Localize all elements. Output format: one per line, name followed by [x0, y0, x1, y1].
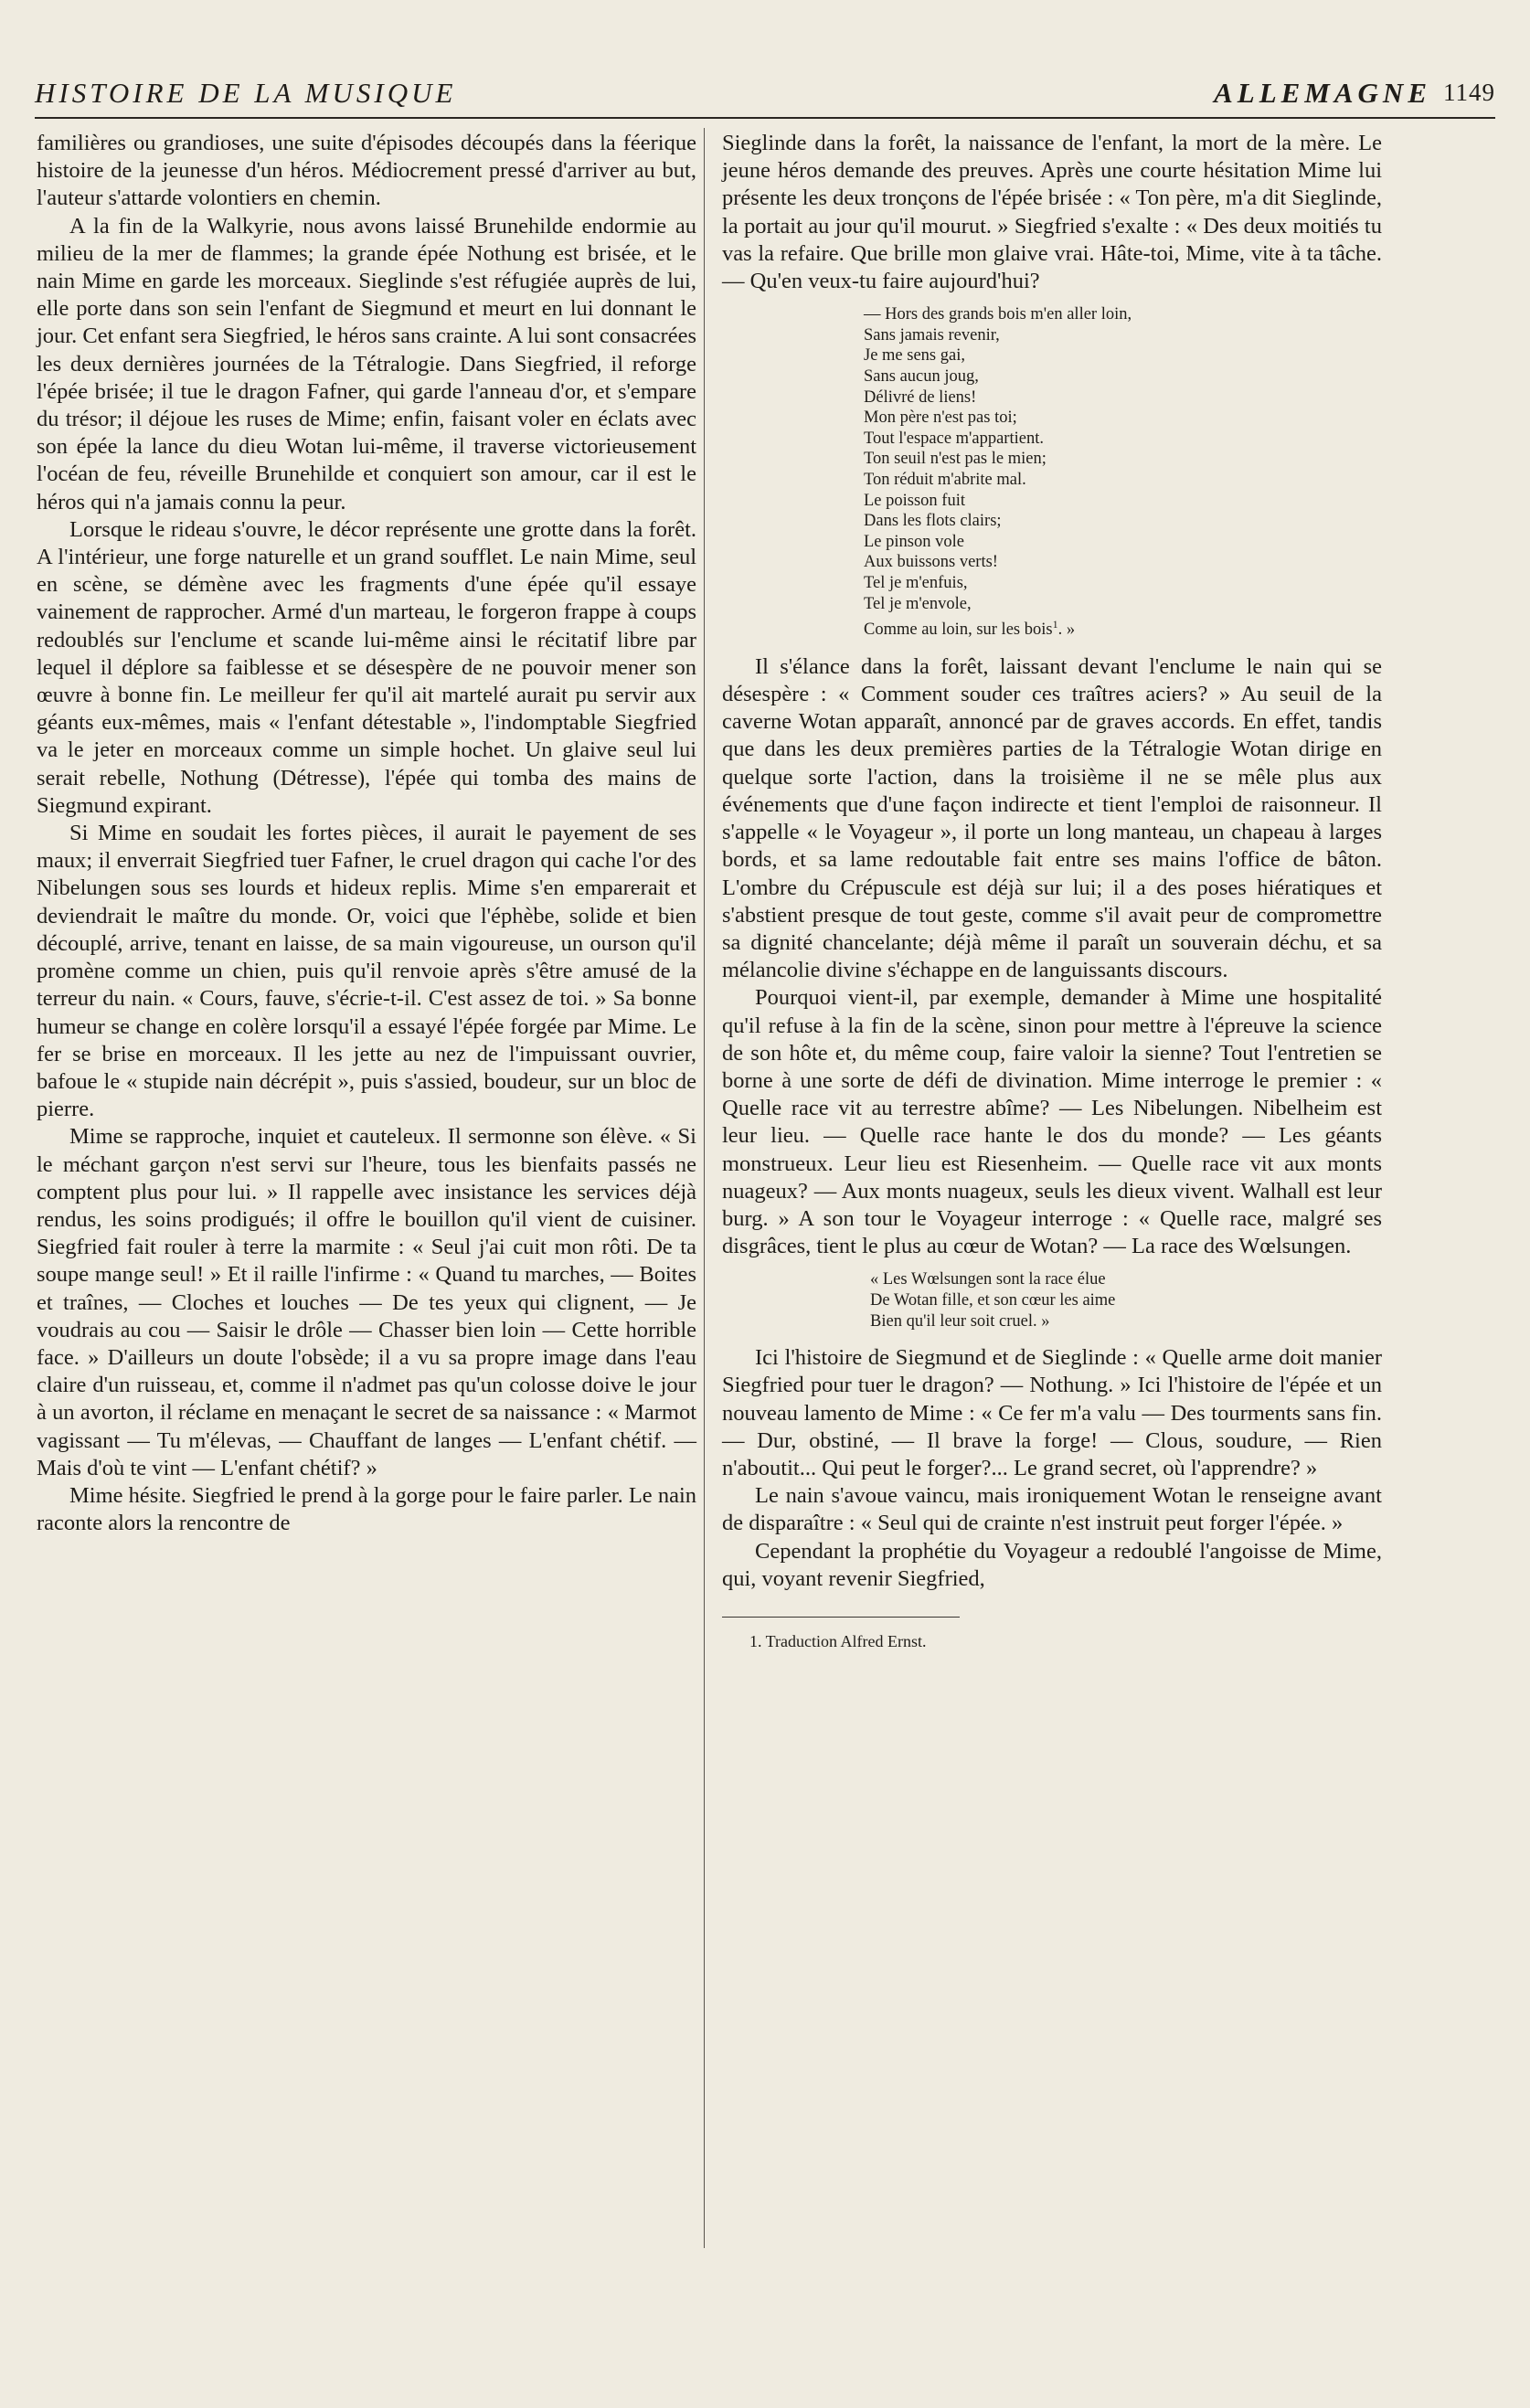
verse-line: Ton réduit m'abrite mal.	[864, 470, 1026, 489]
paragraph: Le nain s'avoue vaincu, mais ironiquement Wotan le renseigne avant de disparaître : « Seul qui de crainte n'est instruit peut forger l'épée. »	[722, 1483, 1382, 1536]
paragraph: Cependant la prophétie du Voyageur a redoublé l'angoisse de Mime, qui, voyant revenir Siegfried,	[722, 1538, 1382, 1591]
paragraph: Ici l'histoire de Siegmund et de Sieglinde : « Quelle arme doit manier Siegfried pour tuer le dragon? — Nothung. » Ici l'histoire de l'épée et un nouveau lamento de Mime : « Ce fer m'a valu — Des tourments sans fin. — Dur, obstiné, — Il brave la forge! — Clous, soudure, — Rien n'aboutit... Qui peut le forger?... Le grand secret, où l'apprendre? »	[722, 1345, 1382, 1480]
column-divider	[704, 128, 705, 2248]
verse-line: Dans les flots clairs;	[864, 512, 1002, 531]
verse-line: Aux buissons verts!	[864, 553, 998, 572]
verse-line: Tel je m'envole,	[864, 594, 972, 613]
verse-line: Sans aucun joug,	[864, 367, 979, 386]
paragraph: Si Mime en soudait les fortes pièces, il aurait le payement de ses maux; il enverrait Siegfried tuer Fafner, le cruel dragon qui cache l'or des Nibelungen sous ses lourds et hideux replis. Mime s'en emparerait et deviendrait le maître du monde. Or, voici que l'éphèbe, solide et bien découplé, arrive, tenant en laisse, de sa main vigoureuse, un ourson qu'il promène comme un chien, puis qu'il renvoie après s'être amusé de la terreur du nain. « Cours, fauve, s'écrie-t-il. C'est assez de toi. » Sa bonne humeur se change en colère lorsqu'il a essayé l'épée forgée par Mime. Le fer se brise en morceaux. Il les jette au nez de l'impuissant ouvrier, bafoue le « stupide nain décrépit », puis s'assied, boudeur, sur un bloc de pierre.	[37, 821, 696, 1122]
paragraph: Sieglinde dans la forêt, la naissance de l'enfant, la mort de la mère. Le jeune héros demande des preuves. Après une courte hésitation Mime lui présente les deux tronçons de l'épée brisée : « Ton père, m'a dit Sieglinde, la portait au jour qu'il mourut. » Siegfried s'exalte : « Des deux moitiés tu vas la refaire. Que brille mon glaive vrai. Hâte-toi, Mime, vite à ta tâche. — Qu'en veux-tu faire aujourd'hui?	[722, 131, 1382, 294]
verse-line-end: . »	[1057, 621, 1076, 640]
running-head	[35, 77, 1495, 117]
header-rule	[35, 117, 1495, 119]
verse-block	[722, 304, 1382, 641]
footnote: 1. Traduction Alfred Ernst.	[749, 1631, 927, 1650]
running-title-right: ALLEMAGNE	[1214, 77, 1431, 109]
paragraph: A la fin de la Walkyrie, nous avons laissé Brunehilde endormie au milieu de la mer de flammes; la grande épée Nothung est brisée, et le nain Mime en garde les morceaux. Sieglinde s'est réfugiée auprès de lui, elle porte dans son sein l'enfant de Siegmund et meurt en lui donnant le jour. Cet enfant sera Siegfried, le héros sans crainte. A lui sont consacrées les deux dernières journées de la Tétralogie. Dans Siegfried, il reforge l'épée brisée; il tue le dragon Fafner, qui garde l'anneau d'or, et s'empare du trésor; il déjoue les ruses de Mime; enfin, faisant voler en éclats avec son épée la lance du dieu Wotan lui-même, il traverse victorieusement l'océan de feu, réveille Brunehilde et conquiert son amour, car il est le héros qui n'a jamais connu la peur.	[37, 213, 696, 514]
paragraph: Lorsque le rideau s'ouvre, le décor représente une grotte dans la forêt. A l'intérieur, une forge naturelle et un grand soufflet. Le nain Mime, seul en scène, se démène avec les fragments d'une épée qu'il essaye vainement de rapprocher. Armé d'un marteau, le forgeron frappe à coups redoublés sur l'enclume et scande lui-même ainsi le récitatif libre par lequel il déplore sa faiblesse et se désespère de ne pouvoir mener son œuvre à bonne fin. Le meilleur fer qu'il ait martelé aurait pu servir aux géants eux-mêmes, mais « l'enfant détestable », l'indomptable Siegfried va le jeter en morceaux comme un simple hochet. Un glaive seul lui serait rebelle, Nothung (Détresse), l'épée qui tomba des mains de Siegmund expirant.	[37, 516, 696, 818]
paragraph: Mime se rapproche, inquiet et cauteleux. Il sermonne son élève. « Si le méchant garçon n'est servi sur l'heure, tous les bienfaits passés ne comptent plus pour lui. » Il rappelle avec insistance les services déjà rendus, les soins prodigués; il offre le bouillon qu'il vient de cuisiner. Siegfried fait rouler à terre la marmite : « Seul j'ai cuit mon rôti. De ta soupe mange seul! » Et il raille l'infirme : « Quand tu marches, — Boites et traînes, — Cloches et louches — De tes yeux qui clignent, — Je voudrais au cou — Saisir le drôle — Chasser bien loin — Cette horrible face. » D'ailleurs un doute l'obsède; il a vu sa propre image dans l'eau claire d'un ruisseau, et, comme il n'admet pas qu'un colosse doive le jour à un avorton, il réclame en menaçant le secret de sa naissance : « Marmot vagissant — Tu m'élevas, — Chauffant de langes — L'enfant chétif. — Mais d'où te vint — L'enfant chétif? »	[37, 1124, 696, 1480]
verse-line: Le poisson fuit	[864, 491, 965, 510]
verse-line: Bien qu'il leur soit cruel. »	[870, 1311, 1050, 1331]
verse-line: Je me sens gai,	[864, 346, 965, 366]
right-column	[722, 130, 1382, 1652]
verse-line	[864, 614, 1382, 641]
paragraph: Il s'élance dans la forêt, laissant devant l'enclume le nain qui se désespère : « Comment souder ces traîtres aciers? » Au seuil de la caverne Wotan apparaît, annoncé par de graves accords. En effet, tandis que dans les deux premières parties de la Tétralogie Wotan dirige en quelque sorte l'action, dans la troisième il ne se mêle plus aux événements que d'une façon indirecte et tient l'emploi de raisonneur. Il s'appelle « le Voyageur », il porte un long manteau, un chapeau à larges bords, et sa lame redoutable fait entre ses mains l'office de bâton. L'ombre du Crépuscule est déjà sur lui; il a des poses hiératiques et s'abstient presque de tout geste, comme s'il avait peur de compromettre sa dignité chancelante; déjà même il paraît un souverain déchu, et sa mélancolie divine s'échappe en de languissants discours.	[722, 653, 1382, 983]
verse-line: Sans jamais revenir,	[864, 325, 1000, 345]
verse-line: Ton seuil n'est pas le mien;	[864, 450, 1047, 469]
footnote-marker: 1	[1052, 618, 1058, 631]
verse-line-text: Comme au loin, sur les bois	[864, 621, 1053, 640]
verse-line: Délivré de liens!	[864, 387, 977, 407]
verse-line: Mon père n'est pas toi;	[864, 408, 1017, 428]
paragraph: Mime hésite. Siegfried le prend à la gorge pour le faire parler. Le nain raconte alors la rencontre de	[37, 1482, 696, 1536]
verse-line: « Les Wœlsungen sont la race élue	[870, 1270, 1106, 1289]
left-column	[37, 130, 696, 1537]
verse-line: Le pinson vole	[864, 532, 964, 551]
verse-line: De Wotan fille, et son cœur les aime	[870, 1290, 1116, 1310]
footnote-rule	[722, 1617, 960, 1618]
paragraph: Pourquoi vient-il, par exemple, demander à Mime une hospitalité qu'il refuse à la fin de la scène, sinon pour mettre à l'épreuve la science de son hôte et, du même coup, faire valoir la sienne? Tout l'entretien se borne à une sorte de défi de divination. Mime interroge le premier : « Quelle race vit au terrestre abîme? — Les Nibelungen. Nibelheim est leur lieu. — Quelle race hante le dos du monde? — Les géants monstrueux. Leur lieu est Riesenheim. — Quelle race vit aux monts nuageux? — Aux monts nuageux, seuls les dieux vivent. Walhall est leur burg. » A son tour le Voyageur interroge : « Quelle race, malgré ses disgrâces, tient le plus au cœur de Wotan? — La race des Wœlsungen.	[722, 985, 1382, 1259]
verse-line: — Hors des grands bois m'en aller loin,	[864, 305, 1132, 324]
running-title-left: HISTOIRE DE LA MUSIQUE	[35, 77, 457, 109]
verse-line: Tel je m'enfuis,	[864, 573, 968, 592]
verse-line: Tout l'espace m'appartient.	[864, 429, 1044, 448]
paragraph: familières ou grandioses, une suite d'épisodes découpés dans la féerique histoire de la jeunesse d'un héros. Médiocrement pressé d'arriver au but, l'auteur s'attarde volontiers en chemin.	[37, 131, 696, 211]
page-number: 1149	[1443, 79, 1495, 106]
verse-block	[722, 1269, 1382, 1331]
